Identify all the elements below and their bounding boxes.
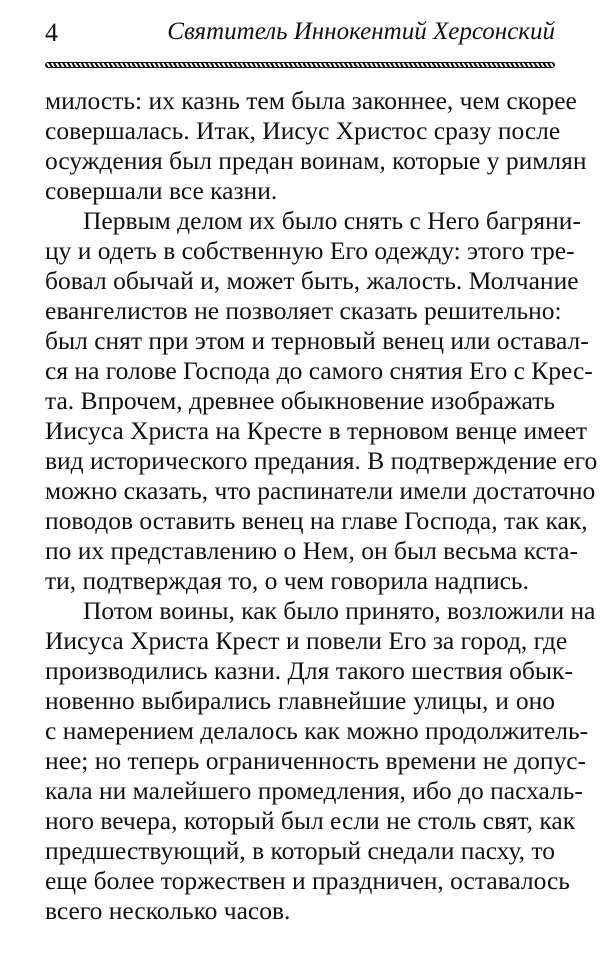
text-line: ти, подтверждая то, о чем говорила надпись. <box>45 566 529 595</box>
text-line: Иисуса Христа Крест и повели Его за город, где <box>45 626 568 655</box>
text-line: новенно выбирались главнейшие улицы, и оно <box>45 686 555 715</box>
running-header <box>45 18 555 50</box>
text-line: Иисуса Христа на Кресте в терновом венце имеет <box>45 416 588 445</box>
text-line: ного вечера, который был если не столь свят, как <box>45 806 576 835</box>
text-line: был снят при этом и терновый венец или оставал- <box>45 326 589 355</box>
text-line: предшествующий, в который снедали пасху, то <box>45 836 555 865</box>
text-line: вид исторического предания. В подтверждение его <box>45 446 598 475</box>
paragraph <box>45 596 596 926</box>
text-line: бовал обычай и, может быть, жалость. Молчание <box>45 266 579 295</box>
running-title: Святитель Иннокентий Херсонский <box>167 18 555 45</box>
text-line: та. Впрочем, древнее обыкновение изображать <box>45 386 556 415</box>
text-line: Первым делом их было снять с Него багряни- <box>83 206 581 235</box>
paragraph <box>45 86 587 206</box>
text-line: милость: их казнь тем была законнее, чем скорее <box>45 86 577 115</box>
text-line: с намерением делалось как можно продолжитель- <box>45 716 589 745</box>
text-line: всего несколько часов. <box>45 896 291 925</box>
page-body <box>45 86 598 926</box>
text-line: можно сказать, что распинатели имели достаточно <box>45 476 596 505</box>
text-line: совершали все казни. <box>45 176 278 205</box>
text-line: кала ни малейшего промедления, ибо до пасхаль- <box>45 776 583 805</box>
paragraph <box>45 206 598 596</box>
text-line: ся на голове Господа до самого снятия Его с Крес- <box>45 356 593 385</box>
text-line: производились казни. Для такого шествия обык- <box>45 656 573 685</box>
text-line: по их представлению о Нем, он был весьма кста- <box>45 536 578 565</box>
text-line: еще более торжествен и праздничен, оставалось <box>45 866 570 895</box>
text-line: осуждения был предан воинам, которые у римлян <box>45 146 587 175</box>
text-line: совершалась. Итак, Иисус Христос сразу после <box>45 116 561 145</box>
ornamental-rule <box>45 62 555 68</box>
text-line: Потом воины, как было принято, возложили на <box>83 596 596 625</box>
page-number: 4 <box>45 18 58 47</box>
text-line: поводов оставить венец на главе Господа, так как, <box>45 506 588 535</box>
text-line: цу и одеть в собственную Его одежду: этого тре- <box>45 236 575 265</box>
text-line: нее; но теперь ограниченность времени не допус- <box>45 746 587 775</box>
text-line: евангелистов не позволяет сказать решительно: <box>45 296 562 325</box>
